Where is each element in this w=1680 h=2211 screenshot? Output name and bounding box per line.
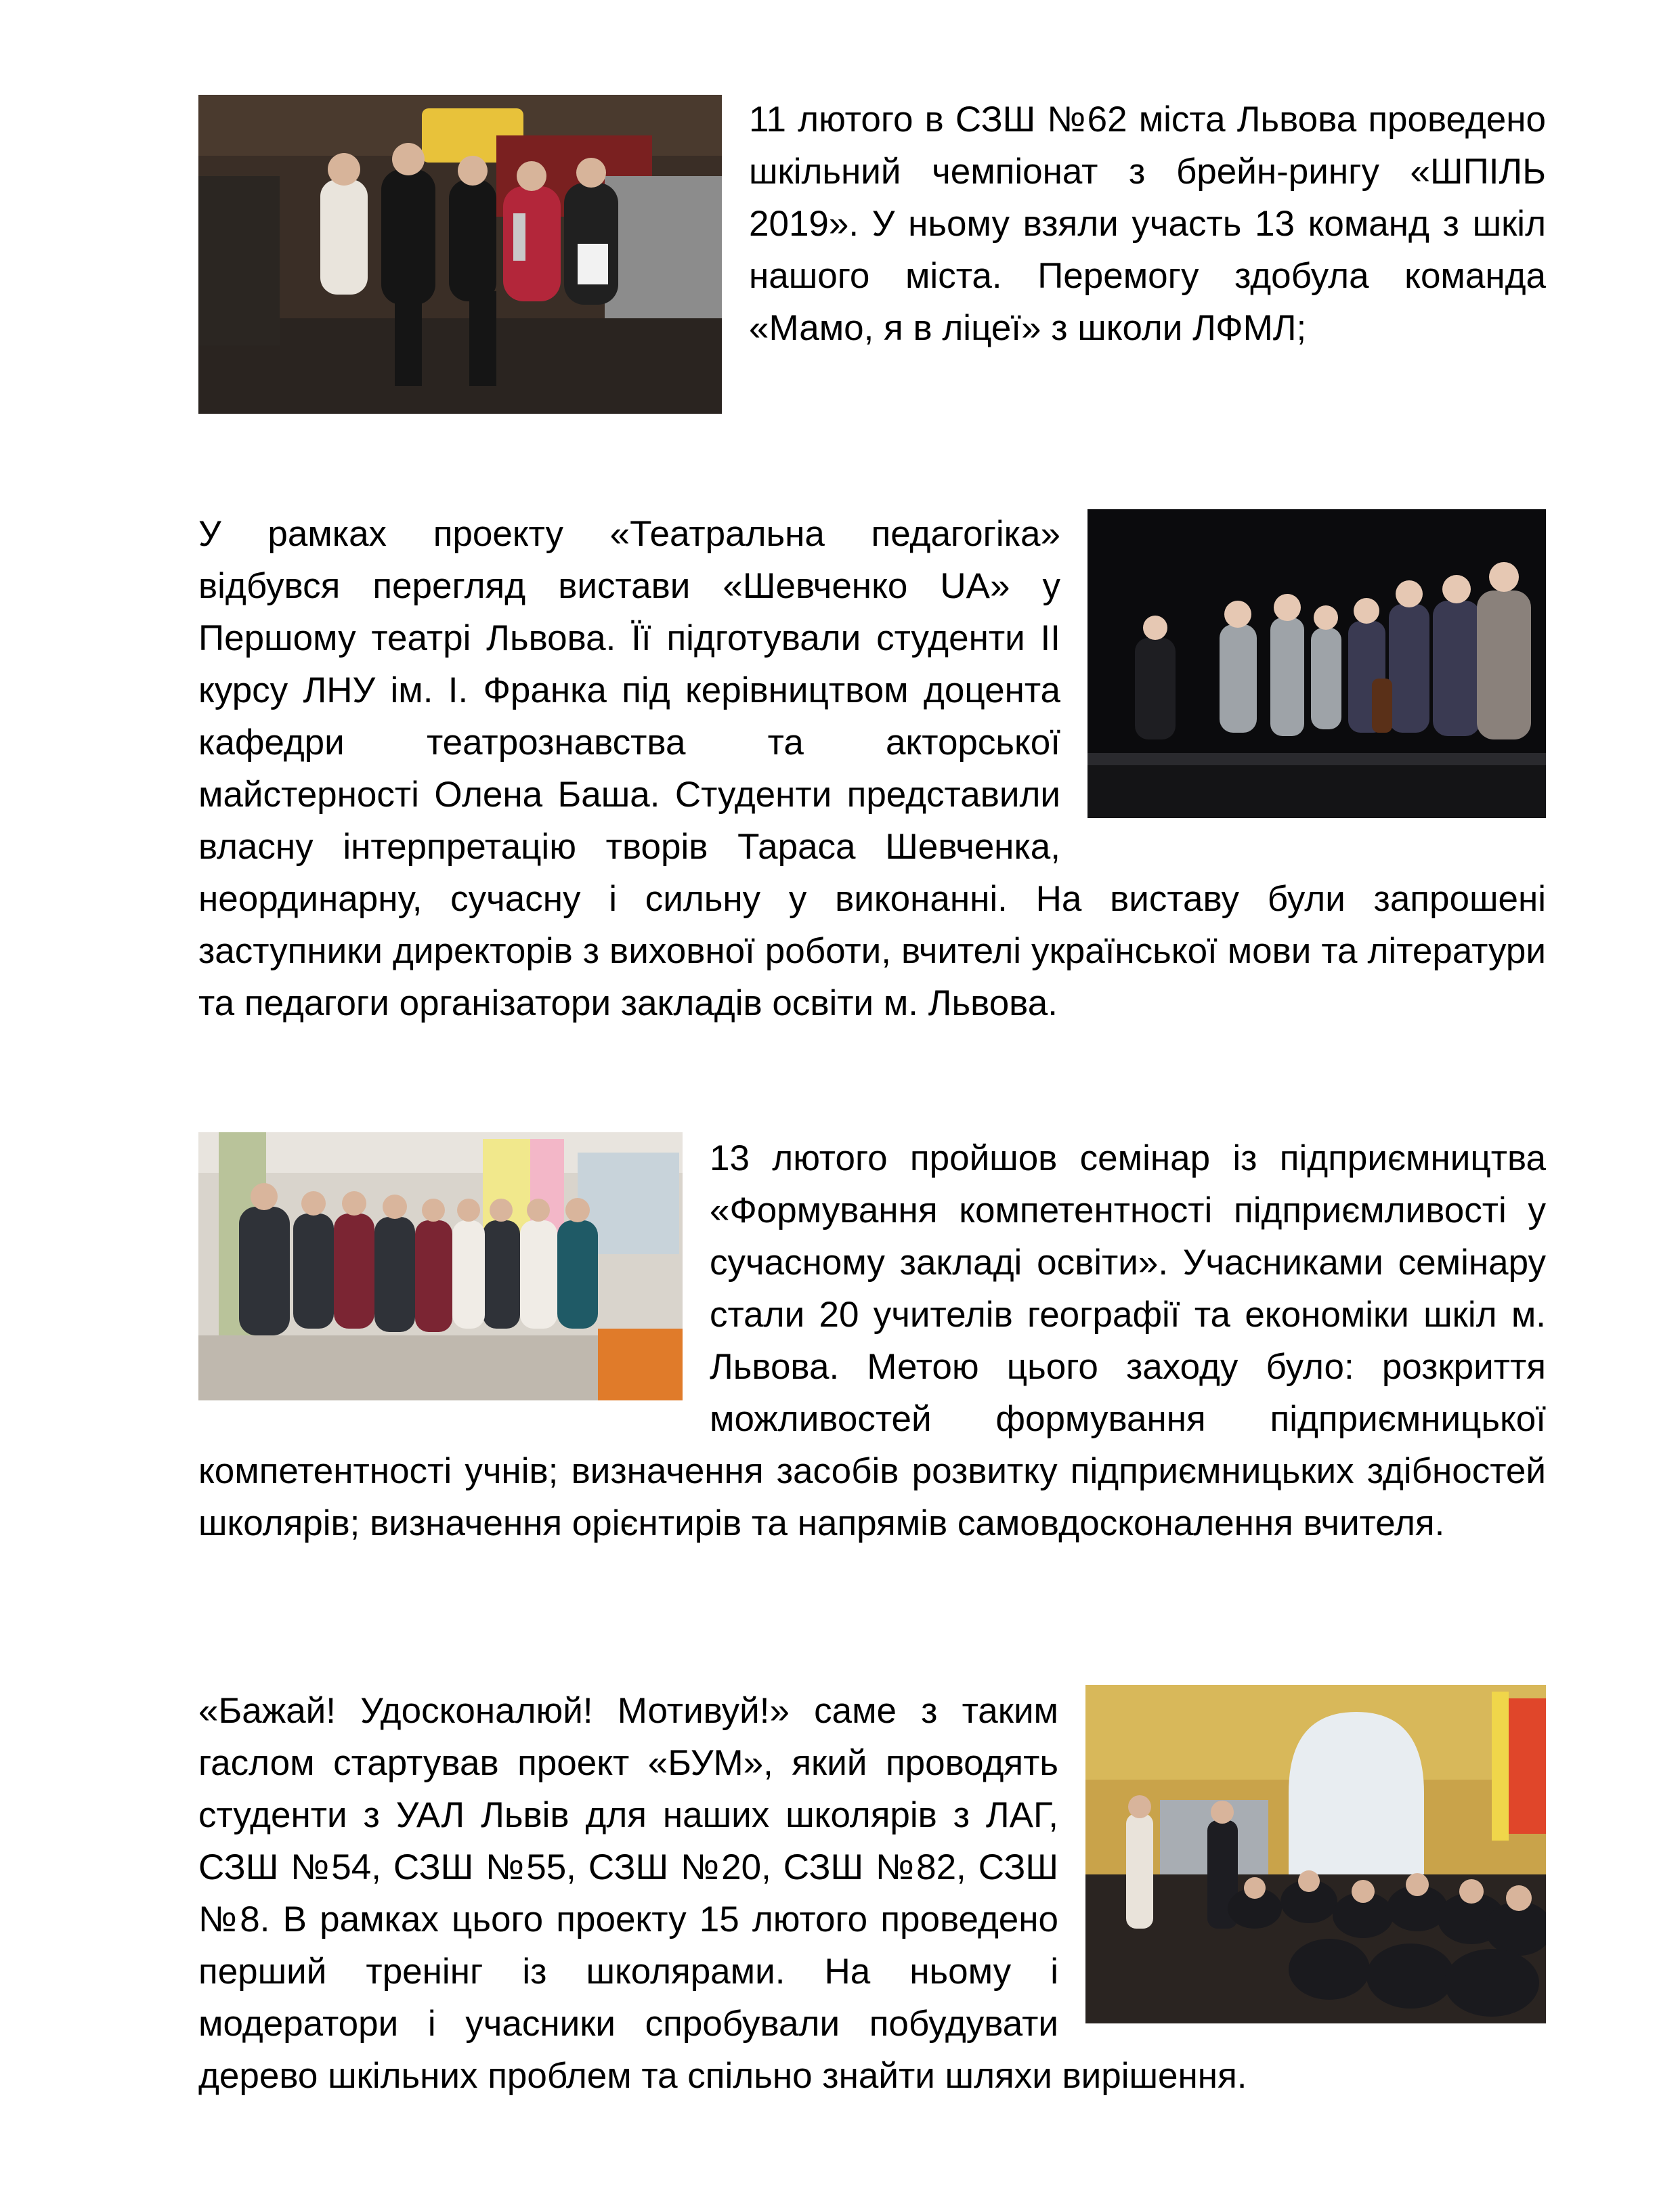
photo-theatre-performance [1087,509,1546,818]
article-text: У рамках проекту «Театральна педагогіка» відбувся перегляд вистави «Шевченко UA» у Першому театрі Львова. Її підготували студенти II курсу ЛНУ ім. І. Франка під керівництвом доцента кафедри театрознавства та акторської майстерності Олена Баша. Студенти представили власну інтерпретацію творів Тараса Шевченка, неординарну, сучасну і сильну у виконанні. На виставу були запрошені заступники директорів з виховної роботи, вчителі української мови та літератури та педагоги організатори закладів освіти м. Львова. [198,514,1546,1023]
photo-brain-ring-winners [198,95,722,414]
article-text: 13 лютого пройшов семінар із підприємництва «Формування компетентності підприємливості у сучасному закладі освіти». Учасниками семінару стали 20 учителів географії та економіки шкіл м. Львова. Метою цього заходу було: розкриття можливостей формування підприємницької компетентності учнів; визначення засобів розвитку підприємницьких здібностей школярів; визначення орієнтирів та напрямів самовдосконалення вчителя. [198,1138,1546,1543]
photo-seminar-group [198,1132,683,1400]
article-text: 11 лютого в СЗШ №62 міста Львова проведено шкільний чемпіонат з брейн-рингу «ШПІЛЬ 2019». У ньому взяли участь 13 команд з шкіл нашого міста. Перемогу здобула команда «Мамо, я в ліцеї» з школи ЛФМЛ; [749,100,1546,348]
article-text: «Бажай! Удосконалюй! Мотивуй!» саме з таким гаслом стартував проект «БУМ», який проводять студенти з УАЛ Львів для наших школярів з ЛАГ, СЗШ №54, СЗШ №55, СЗШ №20, СЗШ №82, СЗШ №8. В рамках цього проекту 15 лютого проведено перший тренінг із школярами. На ньому і модератори і учасники спробували побудувати дерево шкільних проблем та спільно знайти шляхи вирішення. [198,1691,1247,2096]
article-brain-ring [198,93,1546,419]
article-theatre-pedagogy [198,508,1546,1029]
photo-bum-training [1085,1685,1546,2023]
article-bum-project [198,1685,1546,2102]
article-entrepreneurship-seminar [198,1132,1546,1549]
